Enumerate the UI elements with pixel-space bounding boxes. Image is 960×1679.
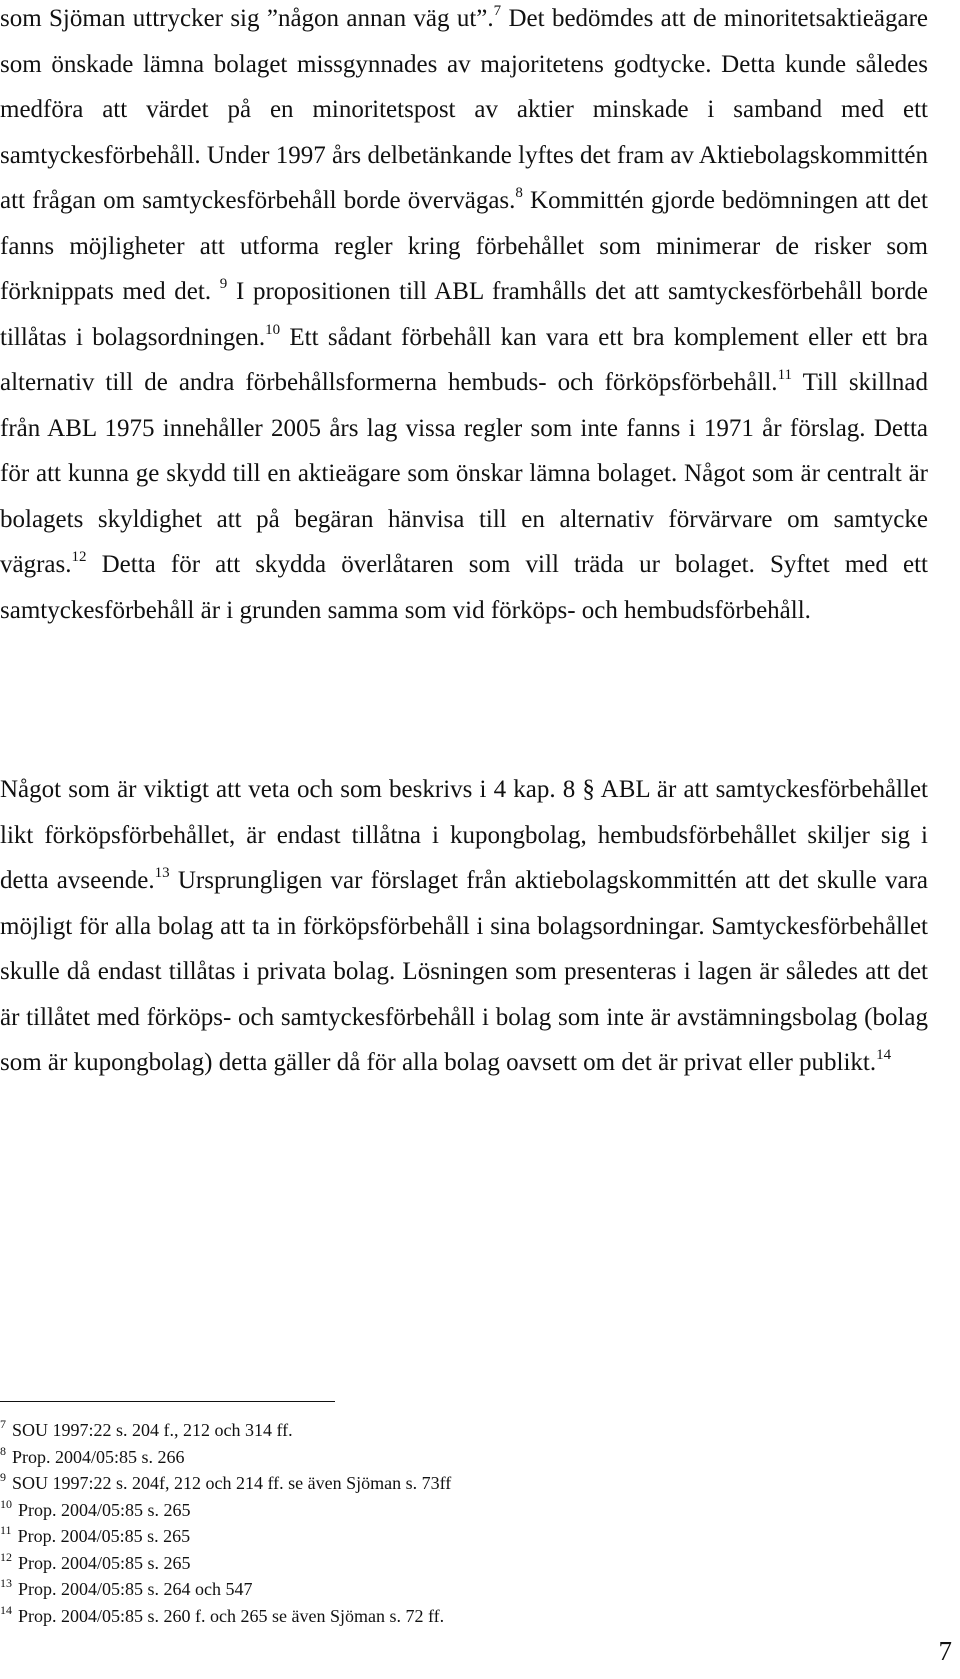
page-number: 7 xyxy=(938,1636,952,1666)
footnote-divider xyxy=(0,1401,335,1402)
footnote-text: Prop. 2004/05:85 s. 264 och 547 xyxy=(18,1579,253,1599)
footnote-list xyxy=(0,1417,928,1629)
footnote-reference: 7 xyxy=(493,3,502,19)
footnote-text: SOU 1997:22 s. 204 f., 212 och 314 ff. xyxy=(12,1420,293,1440)
footnote-number: 13 xyxy=(0,1576,12,1590)
footnote-text: Prop. 2004/05:85 s. 266 xyxy=(12,1446,185,1467)
footnote-text: Prop. 2004/05:85 s. 265 xyxy=(17,1526,191,1546)
footnote-reference: 12 xyxy=(71,549,87,565)
footnote-text: Prop. 2004/05:85 s. 260 f. och 265 se även Sjöman s. 72 ff. xyxy=(18,1605,445,1626)
footnote-text: Prop. 2004/05:85 s. 265 xyxy=(18,1499,191,1520)
paragraph-text: Något som är viktigt att veta och som beskrivs i 4 kap. 8 § ABL är att samtyckesförbehållet likt förköpsförbehållet, är endast tillåtna i kupongbolag, hembudsförbehållet skiljer sig i detta avseende. xyxy=(0,776,928,894)
paragraph-text: Det bedömdes att de minoritetsaktieägare som önskade lämna bolaget missgynnades av majoritetens godtycke. Detta kunde således medföra att värdet på en minoritetspost av aktier minskade i samband med ett samtyckesförbehåll. Under 1997 års delbetänkande lyftes det fram av Aktiebolagskommittén att frågan om samtyckesförbehåll borde övervägas. xyxy=(0,5,928,214)
paragraph-text: Till skillnad från ABL 1975 innehåller 2005 års lag vissa regler som inte fanns i 1971 år förslag. Detta för att kunna ge skydd till en aktieägare som önskar lämna bolaget. Något som är centralt är bolagets skyldighet att på begäran hänvisa till en alternativ förvärvare om samtycke vägras. xyxy=(0,369,928,578)
paragraph-text: Kommittén gjorde bedömningen att det fanns möjligheter att utforma regler kring förbehållet som minimerar de risker som förknippats med det. xyxy=(0,187,928,305)
footnote xyxy=(0,1550,928,1577)
footnote-number: 10 xyxy=(0,1496,12,1511)
footnote xyxy=(0,1576,928,1603)
footnote-reference: 11 xyxy=(777,367,793,383)
footnote-reference: 8 xyxy=(515,185,523,201)
footnote-number: 7 xyxy=(0,1417,6,1431)
paragraph-text: Ursprungligen var förslaget från aktiebolagskommittén att det skulle vara möjligt för alla bolag att ta in förköpsförbehåll i sina bolagsordningar. Samtyckesförbehållet skulle då endast tillåtas i privata bolag. Lösningen som presenteras i lagen är således att det är tillåtet med förköps- och samtyckesförbehåll i bolag som inte är avstämningsbolag (bolag som är kupongbolag) detta gäller då för alla bolag oavsett om det är privat eller publikt. xyxy=(0,867,928,1076)
footnote xyxy=(0,1523,928,1550)
footnote xyxy=(0,1417,928,1444)
footnote-text: SOU 1997:22 s. 204f, 212 och 214 ff. se även Sjöman s. 73ff xyxy=(12,1473,452,1493)
body-paragraph xyxy=(0,0,928,633)
footnote-number: 12 xyxy=(0,1549,12,1564)
footnote-number: 11 xyxy=(0,1523,12,1537)
paragraph-text: som Sjöman uttrycker sig ”någon annan väg ut”. xyxy=(0,5,494,32)
footnote-reference: 13 xyxy=(154,865,170,881)
footnote xyxy=(0,1470,928,1497)
paragraph-text: Detta för att skydda överlåtaren som vill träda ur bolaget. Syftet med ett samtyckesförbehåll är i grunden samma som vid förköps- och hembudsförbehåll. xyxy=(0,551,928,624)
footnote-reference: 10 xyxy=(265,321,281,338)
paragraph-text: I propositionen till ABL framhålls det att samtyckesförbehåll borde tillåtas i bolagsordningen. xyxy=(0,278,929,351)
footnote-number: 9 xyxy=(0,1470,6,1484)
footnote xyxy=(0,1444,928,1471)
footnote-number: 8 xyxy=(0,1443,6,1458)
footnote-reference: 14 xyxy=(876,1047,892,1063)
footnote xyxy=(0,1497,928,1524)
footnote-text: Prop. 2004/05:85 s. 265 xyxy=(18,1552,191,1573)
footnote-reference: 9 xyxy=(219,276,228,292)
paragraph-text: Ett sådant förbehåll kan vara ett bra komplement eller ett bra alternativ till de andra förbehållsformerna hembuds- och förköpsförbehåll. xyxy=(0,323,928,396)
body-paragraph xyxy=(0,767,928,1086)
footnote xyxy=(0,1603,928,1630)
footnote-number: 14 xyxy=(0,1602,12,1617)
